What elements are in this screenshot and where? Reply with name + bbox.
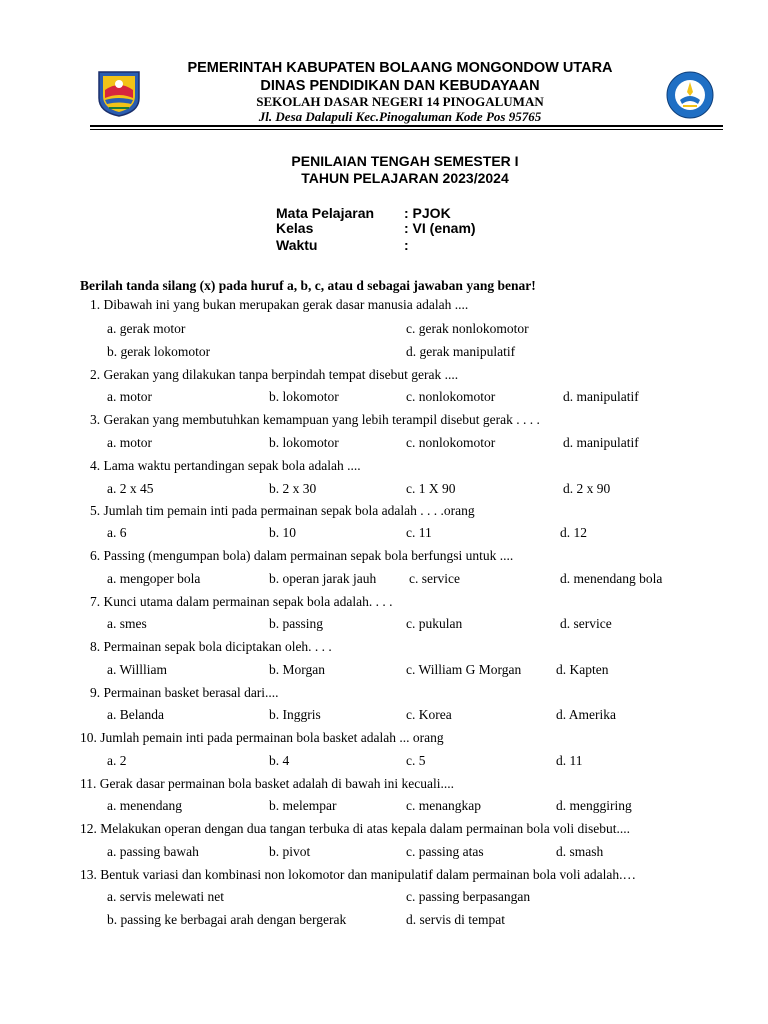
question-6: 6. Passing (mengumpan bola) dalam permainan sepak bola berfungsi untuk .... [90, 548, 514, 563]
subject-value: : PJOK [404, 205, 451, 221]
q8-option-c[interactable]: c. William G Morgan [406, 662, 522, 677]
q1-option-d[interactable]: d. gerak manipulatif [406, 344, 516, 359]
instruction: Berilah tanda silang (x) pada huruf a, b, c, atau d sebagai jawaban yang benar! [80, 278, 536, 293]
q4-option-d[interactable]: d. 2 x 90 [563, 481, 611, 496]
q6-option-d[interactable]: d. menendang bola [560, 571, 663, 586]
q12-option-b[interactable]: b. pivot [269, 844, 311, 859]
q5-option-c[interactable]: c. 11 [406, 525, 432, 540]
q10-option-b[interactable]: b. 4 [269, 753, 290, 768]
q3-option-a[interactable]: a. motor [107, 435, 152, 450]
q8-option-a[interactable]: a. Willliam [107, 662, 167, 677]
question-5: 5. Jumlah tim pemain inti pada permainan sepak bola adalah . . . .orang [90, 503, 475, 518]
q1-option-b[interactable]: b. gerak lokomotor [107, 344, 211, 359]
class-value: : VI (enam) [404, 220, 476, 236]
time-label: Waktu [276, 237, 318, 253]
q11-option-c[interactable]: c. menangkap [406, 798, 481, 813]
q4-option-a[interactable]: a. 2 x 45 [107, 481, 154, 496]
q10-option-c[interactable]: c. 5 [406, 753, 426, 768]
q9-option-d[interactable]: d. Amerika [556, 707, 616, 722]
q10-option-a[interactable]: a. 2 [107, 753, 127, 768]
header-address: Jl. Desa Dalapuli Kec.Pinogaluman Kode Pos 95765 [258, 109, 542, 124]
q12-option-d[interactable]: d. smash [556, 844, 604, 859]
q1-option-a[interactable]: a. gerak motor [107, 321, 186, 336]
q7-option-a[interactable]: a. smes [107, 616, 147, 631]
q7-option-d[interactable]: d. service [560, 616, 612, 631]
question-4: 4. Lama waktu pertandingan sepak bola adalah .... [90, 458, 361, 473]
question-1: 1. Dibawah ini yang bukan merupakan gerak dasar manusia adalah .... [90, 297, 469, 312]
q6-option-b[interactable]: b. operan jarak jauh [269, 571, 377, 586]
question-12: 12. Melakukan operan dengan dua tangan terbuka di atas kepala dalam permainan bola voli disebut.... [80, 821, 630, 836]
q5-option-d[interactable]: d. 12 [560, 525, 587, 540]
header-divider-thick [90, 125, 723, 127]
q4-option-b[interactable]: b. 2 x 30 [269, 481, 317, 496]
q10-option-d[interactable]: d. 11 [556, 753, 583, 768]
q5-option-b[interactable]: b. 10 [269, 525, 296, 540]
q12-option-c[interactable]: c. passing atas [406, 844, 484, 859]
header-school: SEKOLAH DASAR NEGERI 14 PINOGALUMAN [256, 94, 544, 109]
exam-year: TAHUN PELAJARAN 2023/2024 [301, 170, 509, 186]
q2-option-b[interactable]: b. lokomotor [269, 389, 339, 404]
header-department: DINAS PENDIDIKAN DAN KEBUDAYAAN [260, 78, 540, 94]
q4-option-c[interactable]: c. 1 X 90 [406, 481, 456, 496]
q13-option-a[interactable]: a. servis melewati net [107, 889, 224, 904]
q1-option-c[interactable]: c. gerak nonlokomotor [406, 321, 529, 336]
class-label: Kelas [276, 220, 314, 236]
question-9: 9. Permainan basket berasal dari.... [90, 685, 279, 700]
q7-option-c[interactable]: c. pukulan [406, 616, 463, 631]
exam-title: PENILAIAN TENGAH SEMESTER I [291, 153, 519, 169]
q11-option-b[interactable]: b. melempar [269, 798, 337, 813]
q8-option-d[interactable]: d. Kapten [556, 662, 609, 677]
header-government: PEMERINTAH KABUPATEN BOLAANG MONGONDOW UTARA [187, 60, 613, 76]
q11-option-a[interactable]: a. menendang [107, 798, 182, 813]
question-3: 3. Gerakan yang membutuhkan kemampuan yang lebih terampil disebut gerak . . . . [90, 412, 540, 427]
q6-option-a[interactable]: a. mengoper bola [107, 571, 201, 586]
question-2: 2. Gerakan yang dilakukan tanpa berpindah tempat disebut gerak .... [90, 367, 459, 382]
q3-option-d[interactable]: d. manipulatif [563, 435, 639, 450]
q11-option-d[interactable]: d. menggiring [556, 798, 632, 813]
q9-option-b[interactable]: b. Inggris [269, 707, 321, 722]
q13-option-d[interactable]: d. servis di tempat [406, 912, 505, 927]
q3-option-c[interactable]: c. nonlokomotor [406, 435, 496, 450]
question-13: 13. Bentuk variasi dan kombinasi non lokomotor dan manipulatif dalam permainan bola voli adalah.… [80, 867, 636, 882]
question-11: 11. Gerak dasar permainan bola basket adalah di bawah ini kecuali.... [80, 776, 454, 791]
q8-option-b[interactable]: b. Morgan [269, 662, 325, 677]
q9-option-c[interactable]: c. Korea [406, 707, 452, 722]
subject-label: Mata Pelajaran [276, 205, 375, 221]
q13-option-c[interactable]: c. passing berpasangan [406, 889, 531, 904]
q13-option-b[interactable]: b. passing ke berbagai arah dengan bergerak [107, 912, 347, 927]
q2-option-c[interactable]: c. nonlokomotor [406, 389, 496, 404]
q12-option-a[interactable]: a. passing bawah [107, 844, 199, 859]
q9-option-a[interactable]: a. Belanda [107, 707, 164, 722]
q5-option-a[interactable]: a. 6 [107, 525, 127, 540]
q6-option-c[interactable]: c. service [409, 571, 460, 586]
time-value: : [404, 237, 409, 253]
q2-option-d[interactable]: d. manipulatif [563, 389, 639, 404]
header-divider-thin [90, 129, 723, 130]
q2-option-a[interactable]: a. motor [107, 389, 152, 404]
question-7: 7. Kunci utama dalam permainan sepak bola adalah. . . . [90, 594, 393, 609]
question-8: 8. Permainan sepak bola diciptakan oleh. . . . [90, 639, 332, 654]
q3-option-b[interactable]: b. lokomotor [269, 435, 339, 450]
q7-option-b[interactable]: b. passing [269, 616, 323, 631]
question-10: 10. Jumlah pemain inti pada permainan bola basket adalah ... orang [80, 730, 444, 745]
